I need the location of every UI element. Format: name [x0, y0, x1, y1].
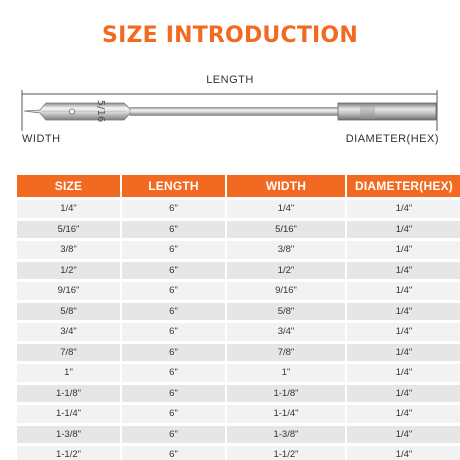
cell-size: 1-3/8"	[17, 426, 120, 444]
table-header-row	[17, 175, 460, 197]
cell-size: 9/16"	[17, 282, 120, 300]
cell-length: 6"	[122, 303, 225, 321]
cell-length: 6"	[122, 262, 225, 280]
table-row	[17, 344, 460, 362]
cell-length: 6"	[122, 200, 225, 218]
cell-size: 5/8"	[17, 303, 120, 321]
size-table	[15, 172, 460, 460]
width-label: WIDTH	[22, 133, 61, 145]
cell-diameter: 1/4"	[347, 282, 460, 300]
table-row	[17, 385, 460, 403]
cell-diameter: 1/4"	[347, 262, 460, 280]
cell-width: 9/16"	[227, 282, 345, 300]
table-row	[17, 262, 460, 280]
cell-width: 1-3/8"	[227, 426, 345, 444]
cell-size: 5/16"	[17, 221, 120, 239]
cell-length: 6"	[122, 405, 225, 423]
table-row	[17, 221, 460, 239]
cell-width: 1-1/8"	[227, 385, 345, 403]
cell-width: 1/4"	[227, 200, 345, 218]
cell-diameter: 1/4"	[347, 323, 460, 341]
cell-length: 6"	[122, 241, 225, 259]
cell-width: 5/16"	[227, 221, 345, 239]
cell-size: 7/8"	[17, 344, 120, 362]
cell-size: 1"	[17, 364, 120, 382]
cell-length: 6"	[122, 364, 225, 382]
cell-diameter: 1/4"	[347, 200, 460, 218]
cell-size: 3/8"	[17, 241, 120, 259]
cell-width: 1/2"	[227, 262, 345, 280]
cell-width: 5/8"	[227, 303, 345, 321]
table-row	[17, 303, 460, 321]
table-row	[17, 282, 460, 300]
hex-shank	[338, 103, 436, 120]
blade-hole-icon	[69, 109, 74, 114]
cell-length: 6"	[122, 344, 225, 362]
spade-blade	[24, 103, 132, 120]
cell-width: 7/8"	[227, 344, 345, 362]
table-row	[17, 200, 460, 218]
cell-length: 6"	[122, 426, 225, 444]
cell-diameter: 1/4"	[347, 426, 460, 444]
table-row	[17, 241, 460, 259]
cell-diameter: 1/4"	[347, 241, 460, 259]
table-row	[17, 364, 460, 382]
cell-diameter: 1/4"	[347, 344, 460, 362]
cell-size: 1/2"	[17, 262, 120, 280]
cell-length: 6"	[122, 221, 225, 239]
cell-width: 1-1/4"	[227, 405, 345, 423]
cell-length: 6"	[122, 282, 225, 300]
cell-width: 3/4"	[227, 323, 345, 341]
cell-width: 3/8"	[227, 241, 345, 259]
cell-width: 1-1/2"	[227, 446, 345, 460]
header-diameter: DIAMETER(HEX)	[347, 175, 460, 197]
cell-diameter: 1/4"	[347, 303, 460, 321]
header-width: WIDTH	[227, 175, 345, 197]
bit-shank	[130, 108, 338, 116]
cell-size: 1-1/8"	[17, 385, 120, 403]
cell-diameter: 1/4"	[347, 385, 460, 403]
cell-size: 1/4"	[17, 200, 120, 218]
header-length: LENGTH	[122, 175, 225, 197]
cell-diameter: 1/4"	[347, 405, 460, 423]
bit-size-marking: 5/16	[95, 99, 106, 123]
page-title: SIZE INTRODUCTION	[102, 23, 358, 48]
cell-length: 6"	[122, 323, 225, 341]
table-row	[17, 446, 460, 460]
table-row	[17, 323, 460, 341]
cell-length: 6"	[122, 385, 225, 403]
cell-size: 1-1/4"	[17, 405, 120, 423]
table-row	[17, 405, 460, 423]
cell-diameter: 1/4"	[347, 364, 460, 382]
table-row	[17, 426, 460, 444]
header-size: SIZE	[17, 175, 120, 197]
cell-width: 1"	[227, 364, 345, 382]
length-label: LENGTH	[206, 74, 254, 86]
cell-diameter: 1/4"	[347, 221, 460, 239]
cell-size: 1-1/2"	[17, 446, 120, 460]
cell-length: 6"	[122, 446, 225, 460]
cell-size: 3/4"	[17, 323, 120, 341]
diameter-label: DIAMETER(HEX)	[345, 133, 439, 145]
cell-diameter: 1/4"	[347, 446, 460, 460]
